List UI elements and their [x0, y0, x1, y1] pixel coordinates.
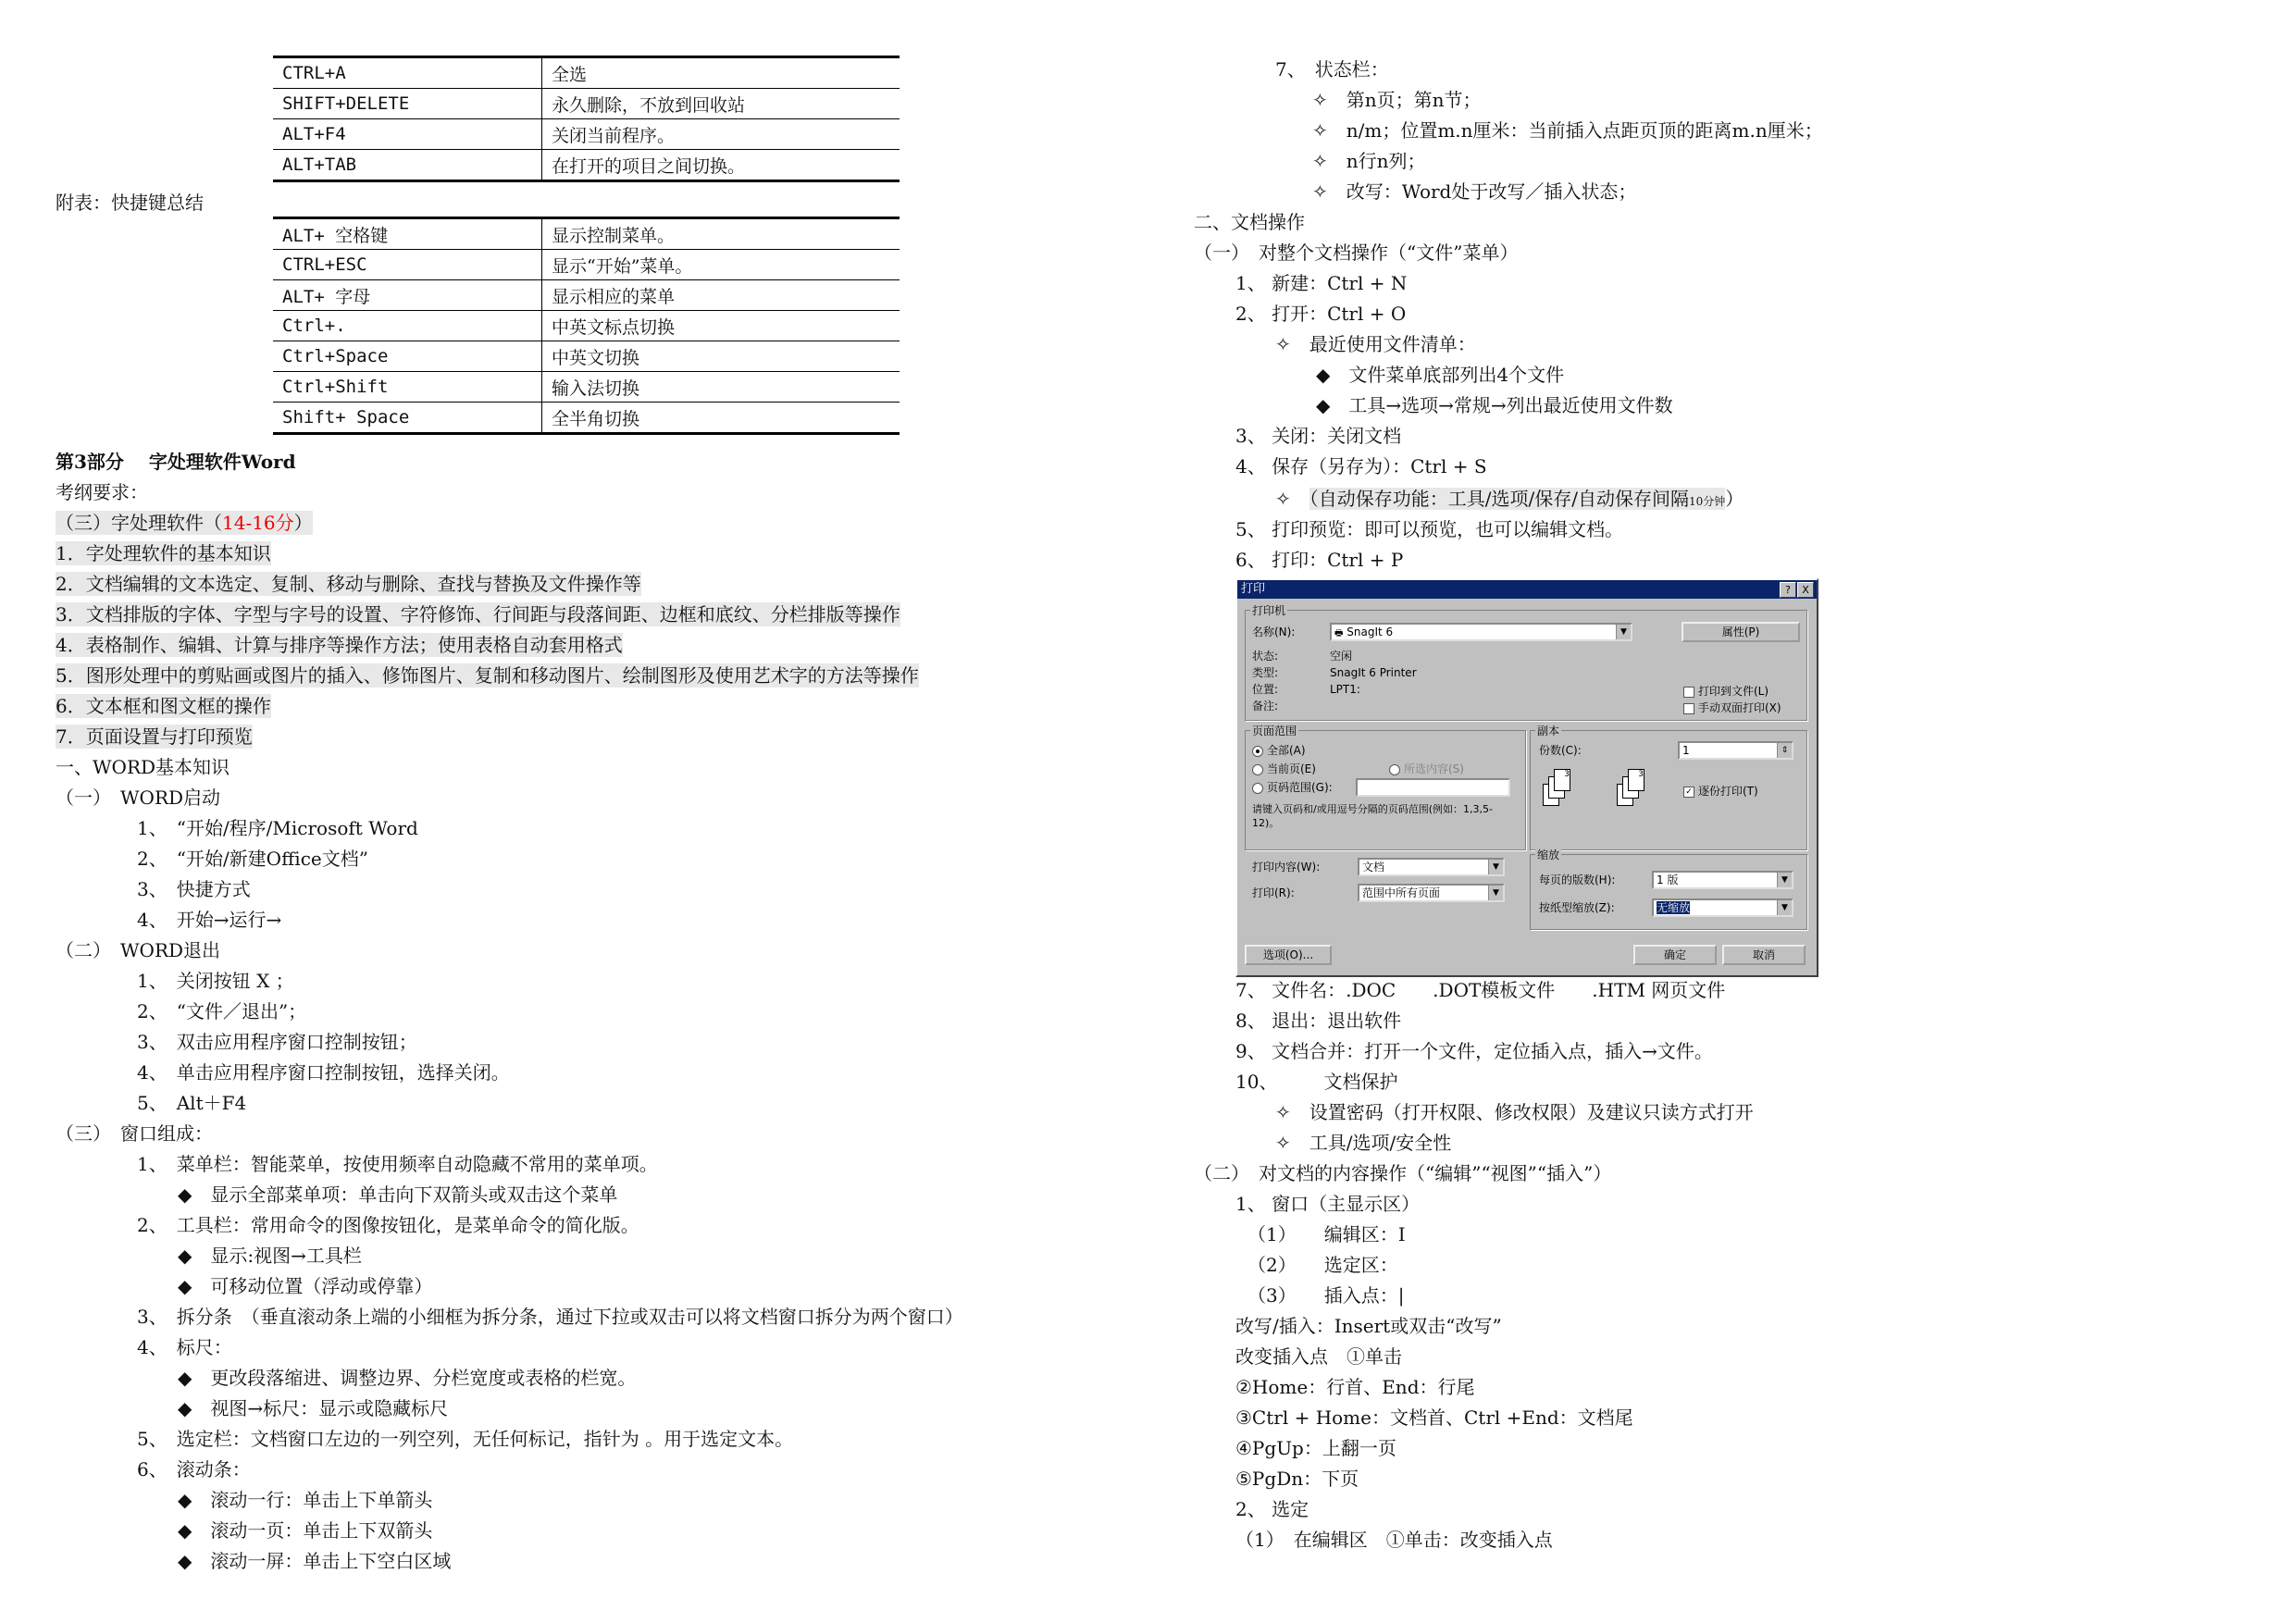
- text-line: 8、 退出：退出软件: [1235, 1010, 1402, 1032]
- page-range-input[interactable]: [1356, 778, 1510, 797]
- printer-icon: 🖶: [1334, 628, 1344, 638]
- dropdown-arrow-icon: ▼: [1616, 625, 1631, 639]
- ok-button[interactable]: 确定: [1633, 945, 1717, 965]
- appendix-label: 附表：快捷键总结: [56, 192, 204, 214]
- text-line: 4、 开始→运行→: [137, 909, 282, 931]
- text-line: （一） WORD启动: [56, 787, 221, 809]
- text-line: （1） 在编辑区 ①单击：改变插入点: [1235, 1529, 1553, 1551]
- outline-requirement: 考纲要求：: [56, 481, 148, 503]
- shortcut-description: 永久删除，不放到回收站: [542, 89, 900, 119]
- all-pages-radio[interactable]: 全部(A): [1252, 743, 1306, 758]
- shortcut-row: [273, 341, 900, 372]
- printer-name-select[interactable]: 🖶 SnagIt 6 ▼: [1330, 623, 1632, 641]
- text-line: 5．图形处理中的剪贴画或图片的插入、修饰图片、复制和移动图片、绘制图形及使用艺术字的方法等操作: [56, 664, 919, 687]
- print-what-label: 打印内容(W):: [1252, 861, 1321, 873]
- text-line: （二） WORD退出: [56, 939, 221, 961]
- print-what-select[interactable]: 文档 ▼: [1358, 858, 1505, 876]
- shortcut-description: 全半角切换: [542, 403, 900, 434]
- text-line: ◆ 工具→选项→常规→列出最近使用文件数: [1316, 394, 1673, 416]
- text-line: ④PgUp：上翻一页: [1235, 1437, 1396, 1459]
- text-line: 3、 关闭：关闭文档: [1235, 425, 1402, 447]
- shortcut-description: 在打开的项目之间切换。: [542, 150, 900, 181]
- text-line: 6．文本框和图文框的操作: [56, 695, 271, 717]
- text-line: ◆ 滚动一行：单击上下单箭头: [178, 1489, 433, 1511]
- print-label: 打印(R):: [1252, 886, 1295, 899]
- text-line: 3、 双击应用程序窗口控制按钮；: [137, 1031, 417, 1053]
- zoom-group: [1530, 854, 1807, 930]
- copies-spinner[interactable]: 1 ⇕: [1678, 741, 1793, 760]
- text-line: （二） 对文档的内容操作（“编辑”“视图”“插入”）: [1194, 1162, 1612, 1184]
- printer-name-label: 名称(N):: [1252, 626, 1296, 638]
- text-line: ✧ 改写：Word处于改写／插入状态；: [1312, 180, 1637, 203]
- text-line: ②Home：行首、End：行尾: [1235, 1376, 1475, 1398]
- dropdown-arrow-icon: ▼: [1777, 873, 1792, 887]
- text-line: 7、 文件名：.DOC .DOT模板文件 .HTM 网页文件: [1235, 979, 1726, 1001]
- text-line: ◆ 显示:视图→工具栏: [178, 1245, 362, 1267]
- text-line: 3、 拆分条 （垂直滚动条上端的小细框为拆分条，通过下拉或双击可以将文档窗口拆分为两个窗口）: [137, 1306, 963, 1328]
- dropdown-arrow-icon: ▼: [1488, 860, 1503, 874]
- printer-group-label: 打印机: [1252, 604, 1286, 617]
- text-line: 1、 新建：Ctrl + N: [1235, 272, 1408, 294]
- text-line: 4、 保存（另存为）：Ctrl + S: [1235, 455, 1487, 477]
- text-line: ③Ctrl + Home：文档首、Ctrl +End：文档尾: [1235, 1406, 1633, 1429]
- text-line: ✧ 最近使用文件清单：: [1275, 333, 1476, 355]
- shortcut-key: Ctrl+.: [273, 311, 542, 341]
- text-line: 2、 打开：Ctrl + O: [1235, 303, 1407, 325]
- shortcut-key: Shift+ Space: [273, 403, 542, 434]
- score-range: 14-16分: [222, 512, 294, 534]
- type-label: 类型:: [1252, 666, 1279, 679]
- text-line: 7．页面设置与打印预览: [56, 725, 253, 748]
- text-line: 3．文档排版的字体、字型与字号的设置、字符修饰、行间距与段落间距、边框和底纹、分栏排版等操作: [56, 603, 900, 626]
- shortcut-key: ALT+TAB: [273, 150, 542, 181]
- text-line: ✧ n/m；位置m.n厘米：当前插入点距页顶的距离m.n厘米；: [1312, 119, 1823, 142]
- autosave-line: ✧ （自动保存功能：工具/选项/保存/自动保存间隔10分钟）: [1275, 488, 1744, 510]
- text-line: 2、 “开始/新建Office文档”: [137, 848, 368, 870]
- shortcut-table-2: [273, 217, 900, 435]
- print-to-file-checkbox[interactable]: 打印到文件(L): [1683, 684, 1769, 699]
- text-line: （2） 选定区：: [1247, 1254, 1398, 1276]
- part-title: 第3部分 字处理软件Word: [56, 451, 296, 473]
- text-line: ✧ 第n页；第n节；: [1312, 89, 1482, 111]
- text-line: 2、 选定: [1235, 1498, 1309, 1520]
- text-line: 6、 滚动条：: [137, 1458, 251, 1481]
- shortcut-description: 全选: [542, 57, 900, 89]
- shortcut-description: 显示相应的菜单: [542, 280, 900, 311]
- shortcut-row: [273, 311, 900, 341]
- text-line: ⑤PgDn：下页: [1235, 1468, 1359, 1490]
- status-value: 空闲: [1330, 650, 1353, 663]
- shortcut-table-1: [273, 56, 900, 182]
- shortcut-description: 显示“开始”菜单。: [542, 250, 900, 280]
- text-line: 7、 状态栏：: [1275, 58, 1389, 81]
- scale-select[interactable]: 无缩放 ▼: [1652, 898, 1793, 917]
- text-line: ◆ 视图→标尺：显示或隐藏标尺: [178, 1397, 449, 1419]
- text-line: 一、WORD基本知识: [56, 756, 230, 778]
- text-line: 6、 打印：Ctrl + P: [1235, 549, 1404, 571]
- text-line: 4、 单击应用程序窗口控制按钮，选择关闭。: [137, 1061, 510, 1084]
- shortcut-row: [273, 119, 900, 150]
- print-pages-select[interactable]: 范围中所有页面 ▼: [1358, 884, 1505, 902]
- help-button[interactable]: ?: [1780, 582, 1796, 598]
- text-line: 二、文档操作: [1194, 211, 1305, 233]
- shortcut-key: ALT+ 字母: [273, 280, 542, 311]
- shortcut-description: 中英文切换: [542, 341, 900, 372]
- section3-heading: （三）字处理软件（14-16分）: [56, 512, 313, 534]
- shortcut-row: [273, 280, 900, 311]
- print-dialog: 打印 ? X 打印机 名称(N): 🖶 SnagIt 6 ▼ 属性(P) 状态: 空闲 类型: SnagIt 6 Printer 位置: LPT1: 备注: 打印到文件(L) 手动双面打印(X) 页面范围 全部(A) 当前页(E) 所选内容(S) 页码范围(G): 请键入页码和/或用逗号分隔的页码范围(例如：1,3,5-12)。 副本 份数(C): 1 ⇕ 3 3 ✓ 逐份打印(T) 打印内容(W): 文档 ▼ 打印(R): 范围中所有页面 ▼ 缩放 每页的版数(H): 1 版 ▼ 按纸型缩放(Z): 无缩放 ▼ 选项(O)... 确定 取消: [1235, 578, 1818, 977]
- where-value: LPT1:: [1330, 683, 1360, 696]
- range-hint: 请键入页码和/或用逗号分隔的页码范围(例如：1,3,5-12)。: [1252, 803, 1493, 829]
- page-range-label: 页面范围: [1252, 725, 1297, 737]
- pages-per-sheet-label: 每页的版数(H):: [1539, 873, 1616, 886]
- zoom-group-label: 缩放: [1537, 849, 1560, 861]
- shortcut-description: 中英文标点切换: [542, 311, 900, 341]
- collate-checkbox[interactable]: ✓ 逐份打印(T): [1683, 784, 1758, 799]
- copies-group-label: 副本: [1537, 725, 1560, 737]
- text-line: 1、 “开始/程序/Microsoft Word: [137, 817, 418, 839]
- type-value: SnagIt 6 Printer: [1330, 666, 1417, 679]
- shortcut-key: Ctrl+Shift: [273, 372, 542, 403]
- text-line: 改变插入点 ①单击: [1235, 1345, 1402, 1368]
- text-line: （1） 编辑区：I: [1247, 1223, 1406, 1245]
- page-range-radio[interactable]: 页码范围(G):: [1252, 780, 1333, 795]
- options-button[interactable]: 选项(O)...: [1245, 945, 1332, 965]
- dropdown-arrow-icon: ▼: [1488, 886, 1503, 900]
- text-line: （3） 插入点：|: [1247, 1284, 1405, 1307]
- shortcut-key: CTRL+A: [273, 57, 542, 89]
- text-line: （三） 窗口组成：: [56, 1122, 213, 1145]
- text-line: ◆ 可移动位置（浮动或停靠）: [178, 1275, 433, 1297]
- shortcut-key: Ctrl+Space: [273, 341, 542, 372]
- text-line: 1、 窗口（主显示区）: [1235, 1193, 1421, 1215]
- text-line: 5、 打印预览：即可以预览，也可以编辑文档。: [1235, 518, 1624, 540]
- text-line: 2、 工具栏：常用命令的图像按钮化，是菜单命令的简化版。: [137, 1214, 639, 1236]
- copies-label: 份数(C):: [1539, 744, 1582, 757]
- text-line: 4、 标尺：: [137, 1336, 232, 1358]
- shortcut-row: [273, 250, 900, 280]
- status-label: 状态:: [1252, 650, 1279, 663]
- text-line: 1、 关闭按钮 X ；: [137, 970, 294, 992]
- close-button[interactable]: X: [1797, 582, 1814, 598]
- shortcut-row: [273, 89, 900, 119]
- dropdown-arrow-icon: ▼: [1777, 900, 1792, 915]
- text-line: ✧ 工具/选项/安全性: [1275, 1132, 1452, 1154]
- properties-button[interactable]: 属性(P): [1682, 622, 1800, 642]
- shortcut-description: 显示控制菜单。: [542, 218, 900, 250]
- text-line: ✧ n行n列；: [1312, 150, 1426, 172]
- shortcut-key: CTRL+ESC: [273, 250, 542, 280]
- text-line: ✧ 设置密码（打开权限、修改权限）及建议只读方式打开: [1275, 1101, 1754, 1123]
- shortcut-description: 关闭当前程序。: [542, 119, 900, 150]
- current-page-radio[interactable]: 当前页(E): [1252, 762, 1316, 776]
- comment-label: 备注:: [1252, 700, 1279, 712]
- text-line: 3、 快捷方式: [137, 878, 251, 900]
- shortcut-key: ALT+ 空格键: [273, 218, 542, 250]
- text-line: （一） 对整个文档操作（“文件”菜单）: [1194, 242, 1519, 264]
- shortcut-row: [273, 403, 900, 434]
- scale-label: 按纸型缩放(Z):: [1539, 901, 1615, 914]
- text-line: 2、 “文件／退出”；: [137, 1000, 307, 1022]
- shortcut-key: ALT+F4: [273, 119, 542, 150]
- text-line: 4．表格制作、编辑、计算与排序等操作方法；使用表格自动套用格式: [56, 634, 623, 656]
- text-line: ◆ 滚动一屏：单击上下空白区域: [178, 1550, 452, 1572]
- text-line: 改写/插入：Insert或双击“改写”: [1235, 1315, 1502, 1337]
- shortcut-key: SHIFT+DELETE: [273, 89, 542, 119]
- shortcut-row: [273, 57, 900, 89]
- text-line: 5、 Alt＋F4: [137, 1092, 247, 1114]
- selection-radio[interactable]: 所选内容(S): [1389, 762, 1464, 776]
- shortcut-description: 输入法切换: [542, 372, 900, 403]
- text-line: 1．字处理软件的基本知识: [56, 542, 271, 564]
- where-label: 位置:: [1252, 683, 1279, 696]
- spinner-arrows-icon: ⇕: [1777, 743, 1792, 758]
- text-line: 5、 选定栏：文档窗口左边的一列空列，无任何标记，指针为 。用于选定文本。: [137, 1428, 794, 1450]
- text-line: ◆ 更改段落缩进、调整边界、分栏宽度或表格的栏宽。: [178, 1367, 637, 1389]
- cancel-button[interactable]: 取消: [1722, 945, 1806, 965]
- text-line: 1、 菜单栏：智能菜单，按使用频率自动隐藏不常用的菜单项。: [137, 1153, 658, 1175]
- text-line: 10、 文档保护: [1235, 1071, 1398, 1093]
- pages-per-sheet-select[interactable]: 1 版 ▼: [1652, 871, 1793, 889]
- text-line: ◆ 显示全部菜单项：单击向下双箭头或双击这个菜单: [178, 1183, 618, 1206]
- text-line: 2．文档编辑的文本选定、复制、移动与删除、查找与替换及文件操作等: [56, 573, 641, 595]
- text-line: ◆ 文件菜单底部列出4个文件: [1316, 364, 1565, 386]
- manual-duplex-checkbox[interactable]: 手动双面打印(X): [1683, 700, 1781, 715]
- text-line: ◆ 滚动一页：单击上下双箭头: [178, 1519, 433, 1542]
- shortcut-row: [273, 218, 900, 250]
- dialog-title: 打印: [1237, 580, 1817, 599]
- shortcut-row: [273, 150, 900, 181]
- text-line: 9、 文档合并：打开一个文件，定位插入点，插入→文件。: [1235, 1040, 1713, 1062]
- shortcut-row: [273, 372, 900, 403]
